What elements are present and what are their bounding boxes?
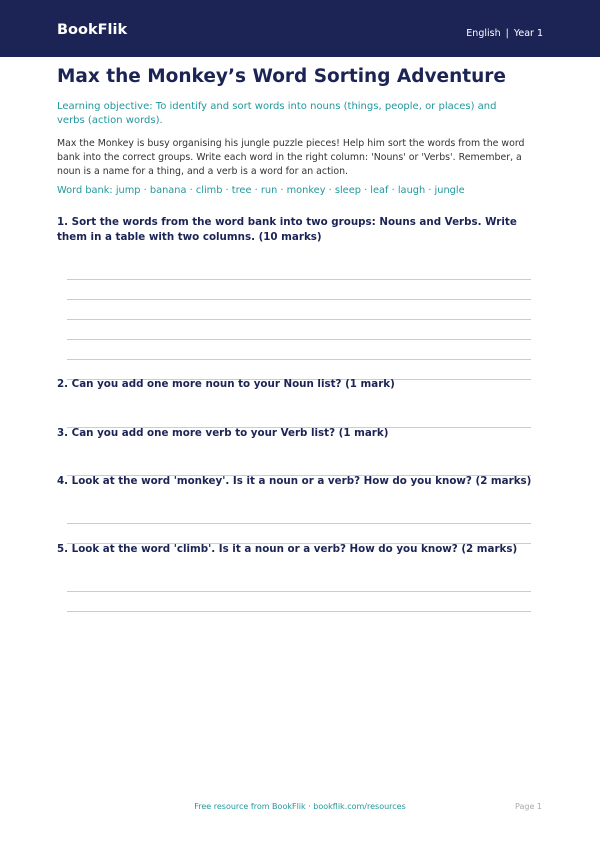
answer-line[interactable]	[67, 279, 531, 280]
question-1: 1. Sort the words from the word bank into two groups: Nouns and Verbs. Write them in a table with two columns. (10 marks)	[57, 216, 517, 243]
page-number: Page 1	[515, 802, 542, 811]
answer-line[interactable]	[67, 319, 531, 320]
brand-logo-text: BookFlik	[57, 22, 128, 38]
intro-paragraph: Max the Monkey is busy organising his jungle puzzle pieces! Help him sort the words from the word bank into the correct groups. Write each word in the right column: 'Nouns' or 'Verbs'. Remember, a noun is a name for a thing, and a verb is a word for an action.	[57, 138, 525, 177]
question-3: 3. Can you add one more verb to your Verb list? (1 mark)	[57, 427, 389, 439]
header-meta	[466, 28, 543, 39]
learning-objective: Learning objective: To identify and sort words into nouns (things, people, or places) and verbs (action words).	[57, 101, 497, 126]
answer-line[interactable]	[67, 299, 531, 300]
footer-text: Free resource from BookFlik · bookflik.com/resources	[194, 802, 406, 811]
page-header	[0, 0, 600, 57]
header-separator: |	[505, 28, 509, 39]
page-title: Max the Monkey’s Word Sorting Adventure	[57, 66, 506, 87]
answer-line[interactable]	[67, 591, 531, 592]
year-label: Year 1	[513, 28, 543, 39]
answer-line[interactable]	[67, 339, 531, 340]
answer-line[interactable]	[67, 359, 531, 360]
answer-line[interactable]	[67, 611, 531, 612]
question-2: 2. Can you add one more noun to your Noun list? (1 mark)	[57, 378, 395, 390]
subject-label: English	[466, 28, 501, 39]
answer-line[interactable]	[67, 523, 531, 524]
question-4: 4. Look at the word 'monkey'. Is it a noun or a verb? How do you know? (2 marks)	[57, 475, 532, 487]
word-bank: Word bank: jump · banana · climb · tree · run · monkey · sleep · leaf · laugh · jungle	[57, 185, 465, 196]
question-5: 5. Look at the word 'climb'. Is it a noun or a verb? How do you know? (2 marks)	[57, 543, 518, 555]
